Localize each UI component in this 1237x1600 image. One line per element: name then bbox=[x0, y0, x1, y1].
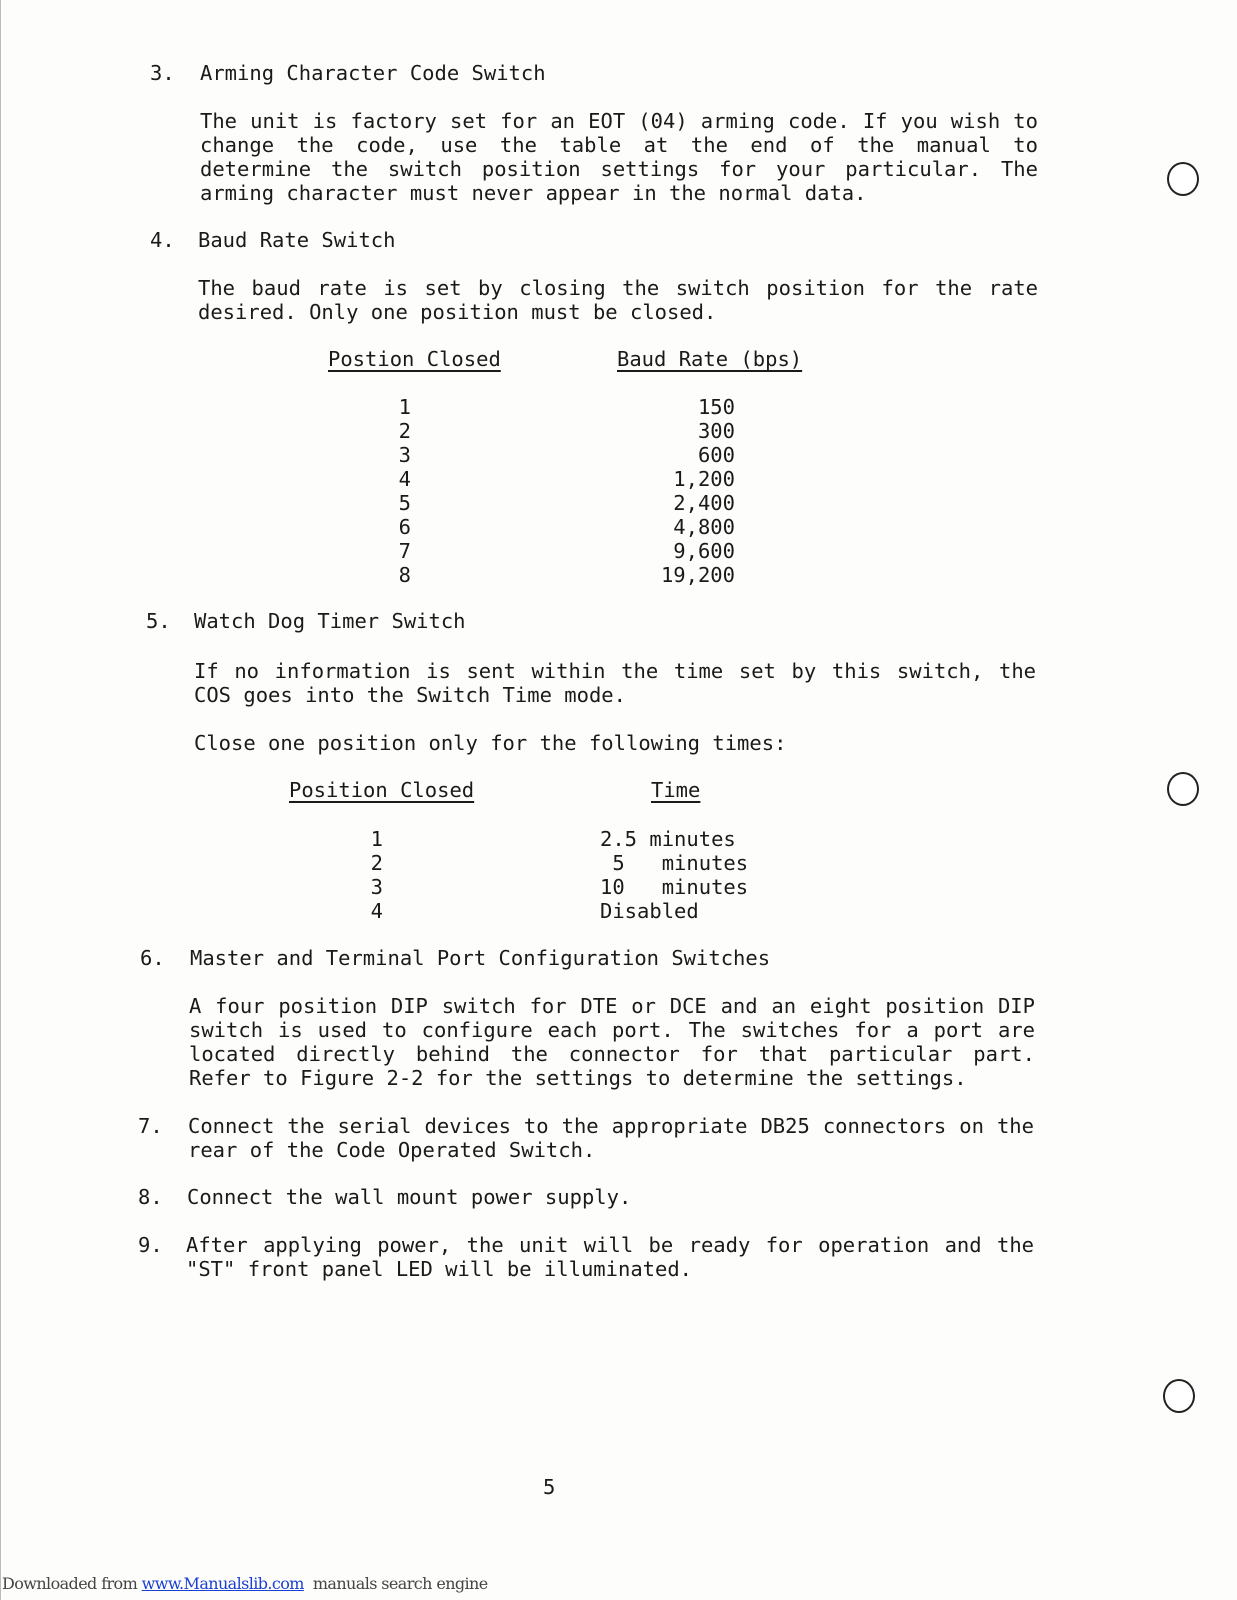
table-cell-value: 2.5 minutes bbox=[600, 827, 736, 851]
table-cell-value: 300 bbox=[697, 419, 735, 443]
baud-table-header-rate: Baud Rate (bps) bbox=[617, 347, 803, 371]
paragraph-power-supply: Connect the wall mount power supply. bbox=[187, 1185, 632, 1209]
table-row bbox=[340, 563, 740, 587]
binder-hole-middle bbox=[1167, 772, 1199, 806]
item-number-3: 3. bbox=[150, 61, 175, 85]
footer-prefix: Downloaded from bbox=[2, 1574, 142, 1593]
table-row bbox=[300, 899, 760, 923]
table-cell-value: 150 bbox=[697, 395, 735, 419]
table-cell-position: 4 bbox=[370, 899, 383, 923]
paragraph-connect-serial: Connect the serial devices to the appropriate DB25 connectors on the rear of the Code Operated Switch. bbox=[188, 1114, 1034, 1162]
table-row bbox=[300, 851, 760, 875]
item-number-4: 4. bbox=[150, 228, 175, 252]
paragraph-apply-power: After applying power, the unit will be ready for operation and the "ST" front panel LED will be illuminated. bbox=[186, 1233, 1034, 1281]
table-row bbox=[300, 875, 760, 899]
table-cell-position: 1 bbox=[398, 395, 411, 419]
table-cell-position: 6 bbox=[398, 515, 411, 539]
baud-table-header-position: Postion Closed bbox=[328, 347, 501, 371]
page-number: 5 bbox=[543, 1475, 556, 1499]
paragraph-arming-code: The unit is factory set for an EOT (04) arming code. If you wish to change the code, use the table at the end of the manual to determine the switch position settings for your particular. The arming character must never appear in the normal data. bbox=[200, 109, 1038, 205]
binder-hole-bottom bbox=[1163, 1379, 1195, 1413]
item-title-watchdog: Watch Dog Timer Switch bbox=[194, 609, 466, 633]
table-cell-position: 2 bbox=[370, 851, 383, 875]
footer-watermark bbox=[2, 1572, 488, 1596]
table-cell-position: 3 bbox=[370, 875, 383, 899]
footer-suffix: manuals search engine bbox=[303, 1574, 488, 1593]
paragraph-port-config: A four position DIP switch for DTE or DCE and an eight position DIP switch is used to configure each port. The switches for a port are located directly behind the connector for that particular part. Refer to Figure 2-2 for the settings to determine the settings. bbox=[189, 994, 1035, 1090]
table-cell-value: 19,200 bbox=[660, 563, 735, 587]
table-row bbox=[340, 491, 740, 515]
scan-edge-line bbox=[0, 0, 1, 1600]
table-cell-position: 5 bbox=[398, 491, 411, 515]
table-cell-value: 10 minutes bbox=[600, 875, 749, 899]
binder-hole-top bbox=[1167, 162, 1199, 196]
baud-table bbox=[340, 395, 740, 587]
paragraph-watchdog-instruction: Close one position only for the following times: bbox=[194, 731, 787, 755]
item-number-6: 6. bbox=[140, 946, 165, 970]
table-cell-value: 1,200 bbox=[673, 467, 735, 491]
table-cell-value: 4,800 bbox=[673, 515, 735, 539]
table-row bbox=[340, 467, 740, 491]
timer-table bbox=[300, 827, 760, 923]
item-number-9: 9. bbox=[138, 1233, 163, 1257]
table-row bbox=[300, 827, 760, 851]
timer-table-header-position: Position Closed bbox=[289, 778, 475, 802]
table-cell-value: 600 bbox=[697, 443, 735, 467]
paragraph-baud-rate: The baud rate is set by closing the switch position for the rate desired. Only one position must be closed. bbox=[198, 276, 1038, 324]
table-row bbox=[340, 443, 740, 467]
item-number-5: 5. bbox=[146, 609, 171, 633]
item-title-arming-code: Arming Character Code Switch bbox=[200, 61, 546, 85]
table-cell-value: 5 minutes bbox=[600, 851, 749, 875]
table-cell-position: 7 bbox=[398, 539, 411, 563]
table-row bbox=[340, 515, 740, 539]
table-cell-position: 8 bbox=[398, 563, 411, 587]
table-cell-value: 2,400 bbox=[673, 491, 735, 515]
table-cell-position: 3 bbox=[398, 443, 411, 467]
item-number-8: 8. bbox=[138, 1185, 163, 1209]
table-cell-value: Disabled bbox=[600, 899, 699, 923]
item-title-baud-rate: Baud Rate Switch bbox=[198, 228, 396, 252]
table-row bbox=[340, 419, 740, 443]
item-title-port-config: Master and Terminal Port Configuration Switches bbox=[190, 946, 771, 970]
timer-table-header-time: Time bbox=[651, 778, 701, 802]
footer-link[interactable]: www.Manualslib.com bbox=[141, 1574, 304, 1593]
table-row bbox=[340, 539, 740, 563]
item-number-7: 7. bbox=[138, 1114, 163, 1138]
table-cell-position: 4 bbox=[398, 467, 411, 491]
table-row bbox=[340, 395, 740, 419]
table-cell-value: 9,600 bbox=[673, 539, 735, 563]
table-cell-position: 2 bbox=[398, 419, 411, 443]
paragraph-watchdog: If no information is sent within the time set by this switch, the COS goes into the Switch Time mode. bbox=[194, 659, 1036, 707]
table-cell-position: 1 bbox=[370, 827, 383, 851]
